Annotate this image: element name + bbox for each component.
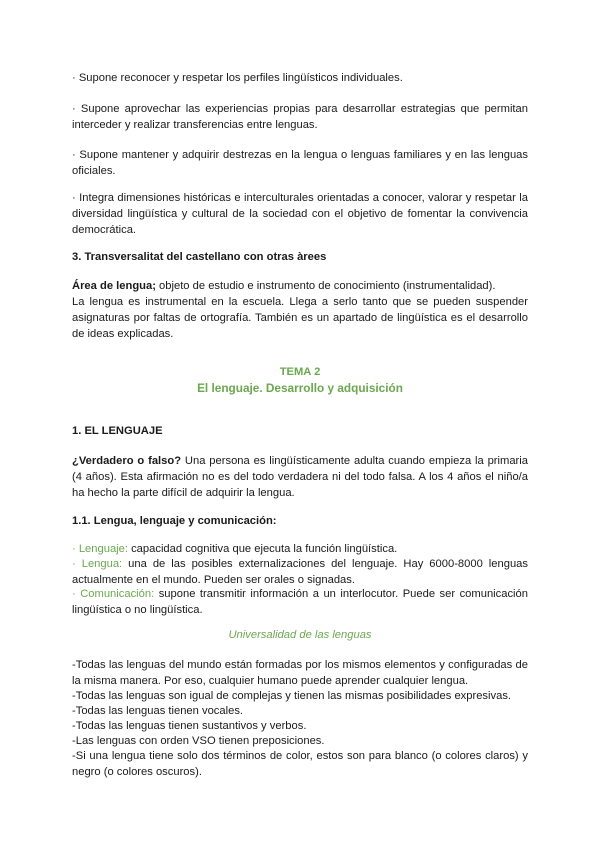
term-label: · Comunicación: [72,588,155,600]
question-paragraph [72,453,528,501]
area-line [72,278,528,294]
list-item: -Las lenguas con orden VSO tienen preposiciones. [72,735,325,747]
term-item [72,556,528,588]
area-text: objeto de estudio e instrumento de conocimiento (instrumentalidad). [155,280,496,292]
question-label: ¿Verdadero o falso? [72,455,182,467]
term-label: · Lenguaje: [72,543,128,555]
universalidad-heading: Universalidad de las lenguas [228,629,372,641]
section-paragraph: La lengua es instrumental en la escuela. Llega a serlo tanto que se pueden suspender asignaturas por faltas de ortografía. También es un apartado de lingüística es el desarrollo de ideas explicadas. [72,296,528,340]
bullet-item: · Supone mantener y adquirir destrezas en la lengua o lenguas familiares y en las lenguas oficiales. [72,149,528,177]
list-item: -Todas las lenguas tienen vocales. [72,705,244,717]
term-item [72,541,528,557]
list-item: -Todas las lenguas tienen sustantivos y verbos. [72,720,307,732]
chapter-heading: 1. EL LENGUAJE [72,425,163,437]
term-definition: una de las posibles externalizaciones del lenguaje. Hay 6000-8000 lenguas actualmente en el mundo. Pueden ser orales o signadas. [72,558,528,586]
list-item: -Todas las lenguas son igual de complejas y tienen las mismas posibilidades expresivas. [72,690,512,702]
term-definition: supone transmitir información a un interlocutor. Puede ser comunicación lingüística o no lingüística. [72,588,528,616]
list-item: -Si una lengua tiene solo dos términos de color, estos son para blanco (o colores claros) y negro (o colores oscuros). [72,750,528,778]
term-label: · Lengua: [72,558,123,570]
question-answer: Una persona es lingüísticamente adulta cuando empieza la primaria (4 años). Esta afirmación no es del todo verdadera ni del todo falsa. A los 4 años el niño/a ha hecho la parte difícil de adquirir la lengua. [72,455,528,499]
list-item: -Todas las lenguas del mundo están formadas por los mismos elementos y configuradas de la misma manera. Por eso, cualquier humano puede aprender cualquier lengua. [72,659,528,687]
bullet-item: · Supone reconocer y respetar los perfiles lingüísticos individuales. [72,72,403,84]
tema-number: TEMA 2 [279,366,321,378]
term-definition: capacidad cognitiva que ejecuta la función lingüística. [127,543,398,555]
bullet-item: · Integra dimensiones históricas e interculturales orientadas a conocer, valorar y respetar la diversidad lingüística y cultural de la sociedad con el objetivo de fomentar la convivencia democrática. [72,192,528,236]
subsection-heading: 1.1. Lengua, lenguaje y comunicación: [72,515,277,527]
tema-title: El lenguaje. Desarrollo y adquisición [197,381,403,395]
section-heading: 3. Transversalitat del castellano con otras àrees [72,251,327,263]
term-item [72,586,528,618]
area-label: Área de lengua; [72,280,156,292]
bullet-item: · Supone aprovechar las experiencias propias para desarrollar estrategias que permitan interceder y realizar transferencias entre lenguas. [72,103,528,131]
